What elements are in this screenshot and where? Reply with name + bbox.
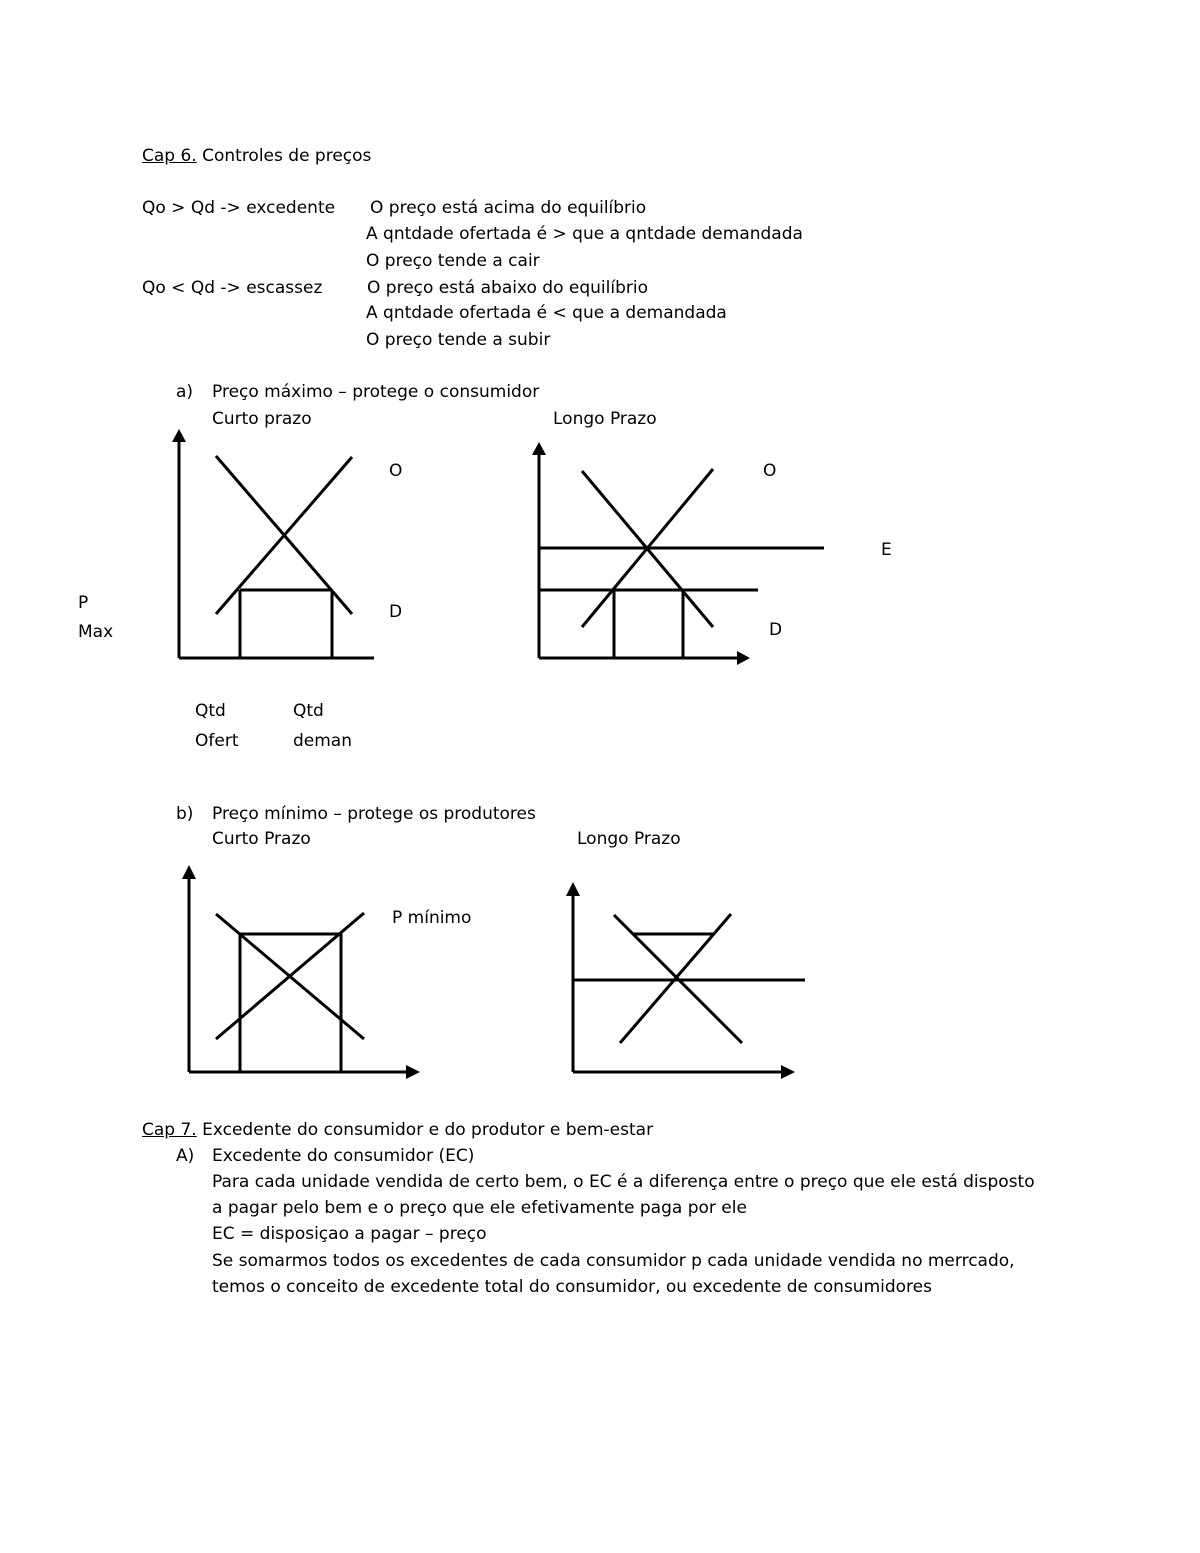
cap7-paragraph-line: EC = disposiçao a pagar – preço [212, 1224, 487, 1244]
section-b-long-label: Longo Prazo [577, 829, 681, 849]
section-a-title: Preço máximo – protege o consumidor [212, 382, 540, 402]
cap6-heading-label: Cap 6. [142, 146, 197, 166]
section-A-marker: A) [176, 1146, 195, 1166]
shortage-line: O preço tende a subir [366, 330, 551, 350]
cap7-paragraph-line: Para cada unidade vendida de certo bem, o EC é a diferença entre o preço que ele está disposto [212, 1172, 1035, 1192]
long-supply-label: O [763, 461, 777, 481]
section-b-short-label: Curto Prazo [212, 829, 311, 849]
excess-line: A qntdade ofertada é > que a qntdade demandada [366, 224, 803, 244]
graph-min-short [182, 865, 420, 1079]
y-axis-arrow [182, 865, 196, 879]
shortage-line: O preço está abaixo do equilíbrio [367, 278, 648, 298]
cap7-heading-text: Excedente do consumidor e do produtor e bem-estar [196, 1120, 654, 1140]
section-b-marker: b) [176, 804, 194, 824]
excess-condition: Qo > Qd -> excedente [142, 198, 336, 218]
cap7-paragraph-line: Se somarmos todos os excedentes de cada consumidor p cada unidade vendida no merrcado, [212, 1251, 1015, 1271]
x-axis-arrow [781, 1065, 795, 1079]
price-max-label: Max [78, 622, 114, 642]
section-b-title: Preço mínimo – protege os produtores [212, 804, 536, 824]
graph-min-long [566, 882, 805, 1079]
long-equilibrium-label: E [881, 540, 892, 560]
y-axis-arrow [172, 429, 186, 442]
qty-offered-label: Qtd [195, 701, 226, 721]
price-floor-box [240, 934, 341, 1072]
short-demand-label: D [389, 602, 403, 622]
qty-offered-label: Ofert [195, 731, 239, 751]
price-max-label: P [78, 593, 89, 613]
y-axis-arrow [532, 442, 546, 455]
section-a-long-label: Longo Prazo [553, 409, 657, 429]
excess-line: O preço tende a cair [366, 251, 540, 271]
cap6-heading-text: Controles de preços [196, 146, 372, 166]
section-a-short-label: Curto prazo [212, 409, 312, 429]
shortage-line: A qntdade ofertada é < que a demandada [366, 303, 727, 323]
graph-max-long [532, 442, 824, 665]
section-a-marker: a) [176, 382, 194, 402]
qty-demanded-label: deman [293, 731, 353, 751]
qty-demanded-label: Qtd [293, 701, 324, 721]
excess-line: O preço está acima do equilíbrio [370, 198, 647, 218]
cap7-heading-label: Cap 7. [142, 1120, 197, 1140]
x-axis-arrow [406, 1065, 420, 1079]
long-demand-label: D [769, 620, 783, 640]
short-supply-label: O [389, 461, 403, 481]
min-price-label: P mínimo [392, 908, 472, 928]
cap7-paragraph-line: a pagar pelo bem e o preço que ele efetivamente paga por ele [212, 1198, 747, 1218]
y-axis-arrow [566, 882, 580, 896]
section-A-title: Excedente do consumidor (EC) [212, 1146, 475, 1166]
shortage-condition: Qo < Qd -> escassez [142, 278, 323, 298]
cap7-paragraph-line: temos o conceito de excedente total do consumidor, ou excedente de consumidores [212, 1277, 932, 1297]
x-axis-arrow [737, 651, 750, 665]
graph-max-short [172, 429, 374, 658]
